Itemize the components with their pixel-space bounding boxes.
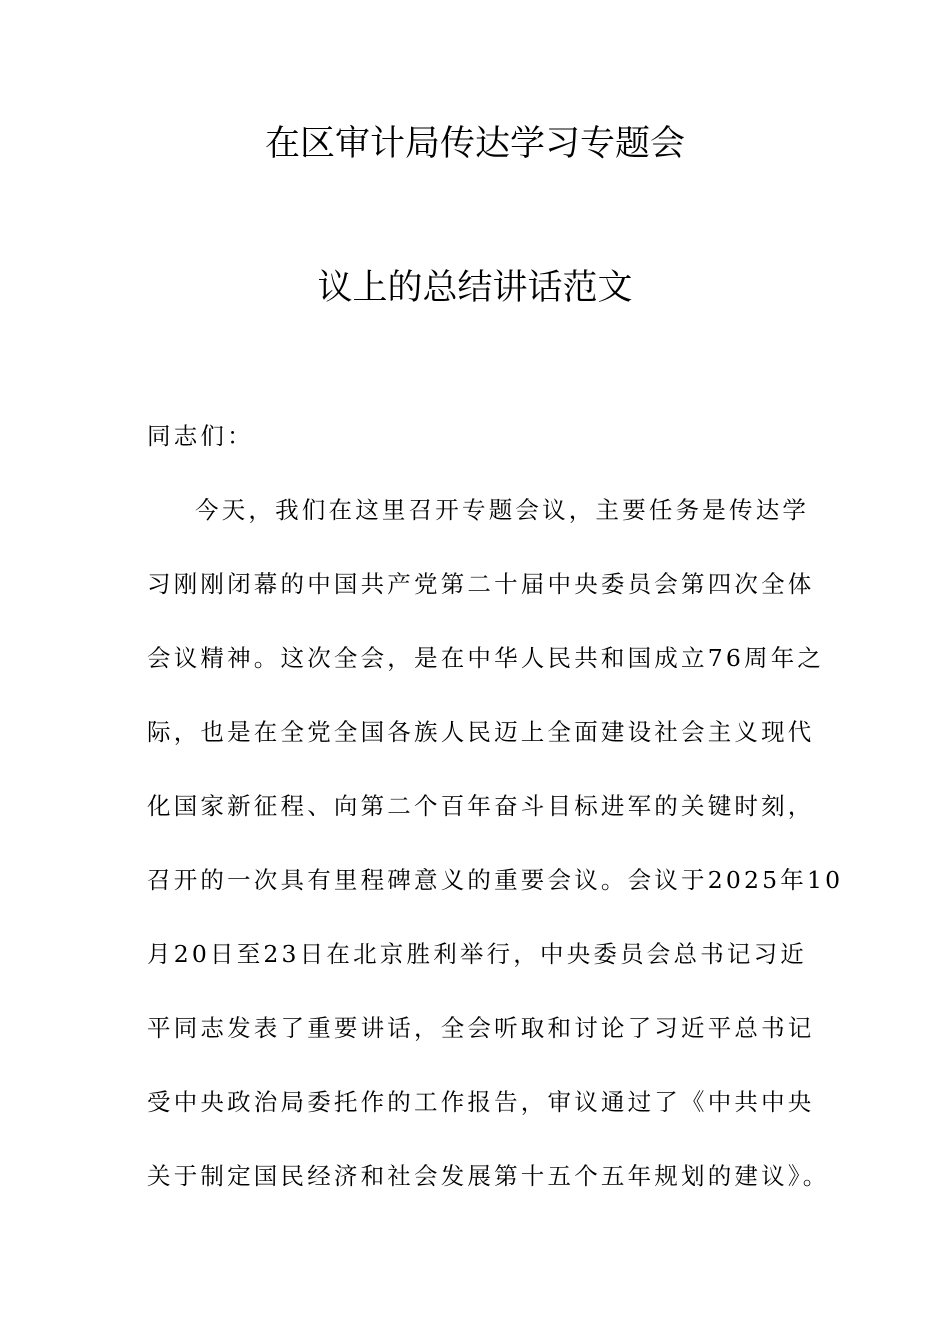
body-text-line: 受中央政治局委托作的工作报告，审议通过了《中共中央 xyxy=(147,1088,815,1116)
body-text-line: 会议精神。这次全会，是在中华人民共和国成立76周年之 xyxy=(147,644,825,672)
body-text-line: 关于制定国民经济和社会发展第十五个五年规划的建议》。 xyxy=(147,1162,830,1190)
body-text-line: 月20日至23日在北京胜利举行，中央委员会总书记习近 xyxy=(147,940,808,968)
body-text-line: 今天，我们在这里召开专题会议，主要任务是传达学 xyxy=(195,496,810,524)
body-text-line: 际，也是在全党全国各族人民迈上全面建设社会主义现代 xyxy=(147,718,815,746)
body-text-line: 平同志发表了重要讲话，全会听取和讨论了习近平总书记 xyxy=(147,1014,815,1042)
body-text-line: 习刚刚闭幕的中国共产党第二十届中央委员会第四次全体 xyxy=(147,570,815,598)
body-text-line: 化国家新征程、向第二个百年奋斗目标进军的关键时刻， xyxy=(147,792,815,820)
document-title-line-1: 在区审计局传达学习专题会 xyxy=(264,124,685,164)
salutation: 同志们： xyxy=(147,422,254,450)
document-title-line-2: 议上的总结讲话范文 xyxy=(317,268,633,308)
body-text-line: 召开的一次具有里程碑意义的重要会议。会议于2025年10 xyxy=(147,866,844,894)
